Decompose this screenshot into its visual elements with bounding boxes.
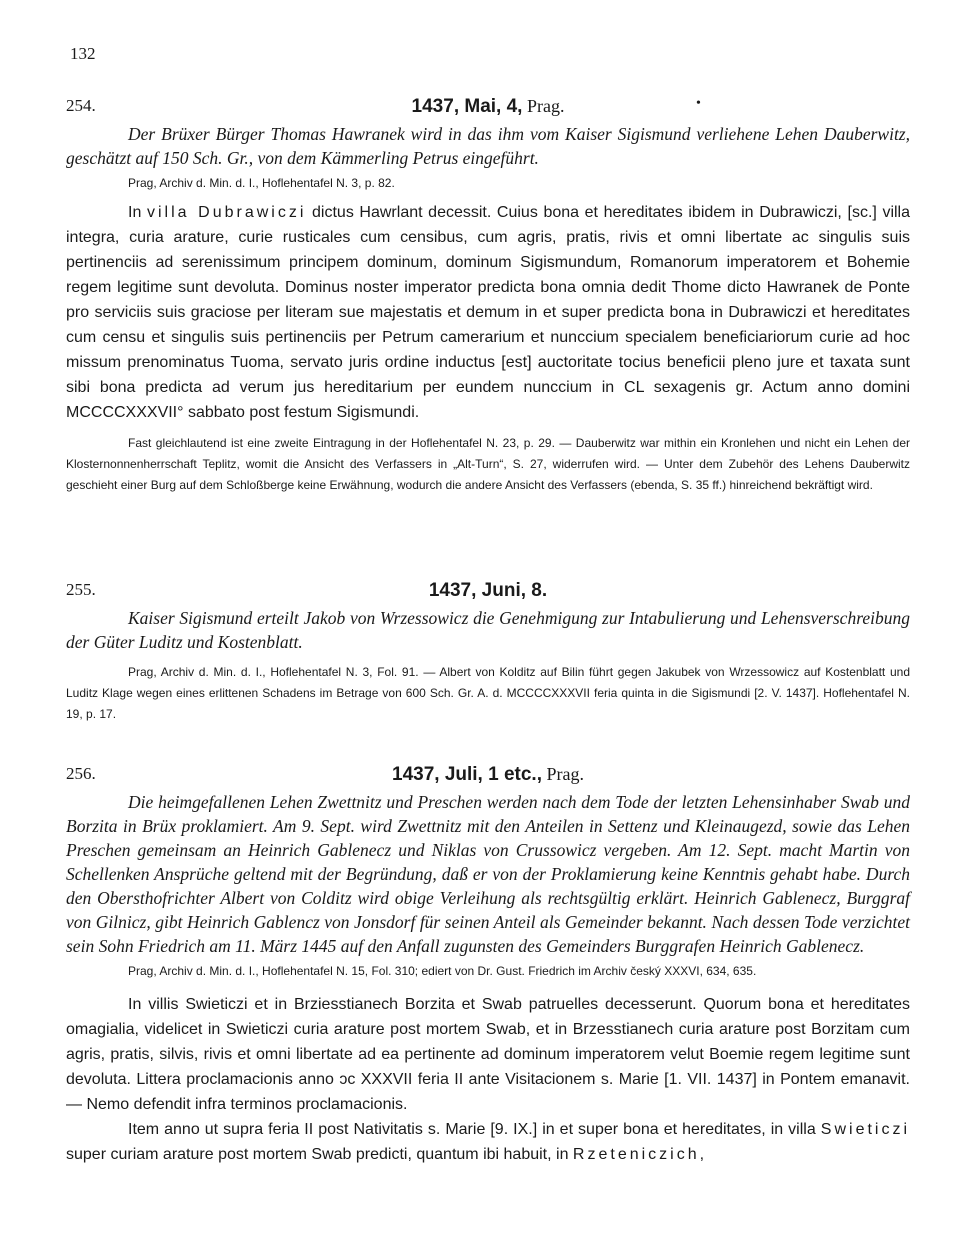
latin-text: In villis Swieticzi et in Brziesstianech Borzita et Swab patruelles decesserunt. Quorum bona et hereditates omagialia, videlicet in Swieticzi curia arature post mortem Swab, et in Brzesstianech curia arature post Borzitam cum agris, pratis, silvis, rivis et omni libertate ad ea pertinente ad dominum imperatorem velut Boemie regem legitime sunt devoluta. Littera proclamacionis anno ɔc XXXVII feria II ante Visitacionem s. Marie [1. VII. 1437] in Pontem emanavit. — Nemo defendit infra terminos proclamacionis.: [66, 996, 910, 1113]
source-citation: Prag, Archiv d. Min. d. I., Hoflehentafel N. 3, p. 82.: [128, 176, 395, 190]
page-number: 132: [70, 44, 96, 63]
latin-text-lead: Item anno ut supra feria II post Nativitatis s. Marie [9. IX.] in et super bona et hereditates, in villa: [128, 1121, 816, 1138]
entry-256: [66, 764, 910, 1167]
source-citation: Prag, Archiv d. Min. d. I., Hoflehentafel N. 3, Fol. 91. — Albert von Kolditz auf Bilin führt gegen Jakubek von Wrzessowicz auf Kostenblatt und Luditz Klage wegen eines erlittenen Schadens im Betrage von 600 Sch. Gr. A. d. MCCCCXXXVII feria quinta in die Sigismundi [2. V. 1437]. Hoflehentafel N. 19, p. 17.: [66, 665, 910, 721]
place-name-spaced: Rzeteniczich,: [572, 1146, 708, 1163]
commentary-note: Fast gleichlautend ist eine zweite Eintragung in der Hoflehentafel N. 23, p. 29. — Dauberwitz war mithin ein Kronlehen und nicht ein Lehen der Klosternonnenherrschaft Teplitz, womit die Ansicht des Verfassers in „Alt-Turn“, S. 27, widerrufen wird. — Unter dem Zubehör des Lehens Dauberwitz geschieht einer Burg auf dem Schloßberge keine Erwähnung, wodurch die andere Ansicht des Verfassers (ebenda, S. 35 ff.) hinreichend bekräftigt wird.: [66, 436, 910, 492]
margin-mark: •: [696, 96, 701, 111]
entry-place: Prag.: [546, 764, 584, 784]
entry-place: Prag.: [526, 96, 565, 116]
entry-date: [66, 580, 910, 602]
entry-date-value: 1437, Mai, 4,: [411, 96, 523, 117]
latin-text-mid: super curiam arature post mortem Swab predicti, quantum ibi habuit, in: [66, 1146, 569, 1163]
latin-text: [66, 1117, 910, 1167]
entry-date: [66, 764, 910, 786]
entry-number: 254.: [66, 96, 96, 115]
place-name-spaced: Swieticzi: [820, 1121, 911, 1138]
regest: Die heimgefallenen Lehen Zwettnitz und Preschen werden nach dem Tode der letzten Lehensinhaber Swab und Borzita in Brüx proklamiert. Am 9. Sept. wird Zwettnitz mit den Anteilen in Settenz und Kleinaugezd, sowie das Lehen Preschen gemeinsam an Heinrich Gablenecz und Niklas von Crussowicz vergeben. Am 12. Sept. macht Martin von Schellenken Ansprüche geltend mit der Begründung, daß er von der Proklamierung keine Kenntnis gehabt habe. Durch den Obersthofrichter Albert von Colditz wird obige Verleihung als rechtsgültig erklärt. Heinrich Gablenecz, Burggraf von Gilnicz, gibt Heinrich Gablencz von Jonsdorf für seinen Anteil als Gemeinder bekannt. Nach dessen Tode verzichtet sein Sohn Friedrich am 11. März 1445 auf den Anfall zugunsten des Gemeinders Burggrafen Heinrich Gablenecz.: [66, 792, 910, 956]
place-name-spaced: villa Dubrawiczi: [146, 204, 307, 221]
entry-date-value: 1437, Juli, 1 etc.,: [392, 764, 542, 785]
entry-header: [66, 96, 910, 122]
latin-text-lead: In: [128, 204, 142, 221]
entry-header: [66, 764, 910, 790]
entry-date-value: 1437, Juni, 8.: [428, 580, 548, 601]
latin-text-rest: dictus Hawrlant decessit. Cuius bona et hereditates ibidem in Dubrawiczi, [sc.] villa integra, curia arature, curie rusticales cum censibus, cum agris, pratis, rivis et omni libertate ac singulis suis pertinenciis ad serenissimum principem dominum, dominum Sigismundum, Romanorum imperatorem et Bohemie regem legitime sunt devoluta. Dominus noster imperator predicta bona omnia dedit Thome dicto Hawranek de Ponte pro serviciis suis graciose per literam sue majestatis et demum in et super predicta bona in Dubrawiczi et hereditates cum censu et singulis suis pertinenciis per Petrum camerarium et nunccium specialem beneficiariorum curie ad hoc missum prenominatus Tuoma, servato juris ordine inductus [est] auctoritate tocius beneficii pleno jure et taxata sunt sibi bona predicta ad verum jus hereditarium per eundem nunccium in CL sexagenis gr. Actum anno domini MCCCCXXXVII° sabbato post festum Sigismundi.: [66, 204, 911, 421]
regest: Kaiser Sigismund erteilt Jakob von Wrzessowicz die Genehmigung zur Intabulierung und Lehensverschreibung der Güter Luditz und Kostenblatt.: [66, 608, 910, 652]
latin-text: [66, 200, 910, 425]
entry-date: [66, 96, 910, 118]
entry-254: [66, 96, 910, 496]
entry-header: [66, 580, 910, 606]
regest: Der Brüxer Bürger Thomas Hawranek wird in das ihm vom Kaiser Sigismund verliehene Lehen Dauberwitz, geschätzt auf 150 Sch. Gr., von dem Kämmerling Petrus eingeführt.: [66, 124, 910, 168]
entry-number: 255.: [66, 580, 96, 599]
entry-number: 256.: [66, 764, 96, 783]
entry-255: [66, 580, 910, 725]
source-citation: Prag, Archiv d. Min. d. I., Hoflehentafel N. 15, Fol. 310; ediert von Dr. Gust. Friedrich im Archiv český XXXVI, 634, 635.: [128, 964, 757, 978]
